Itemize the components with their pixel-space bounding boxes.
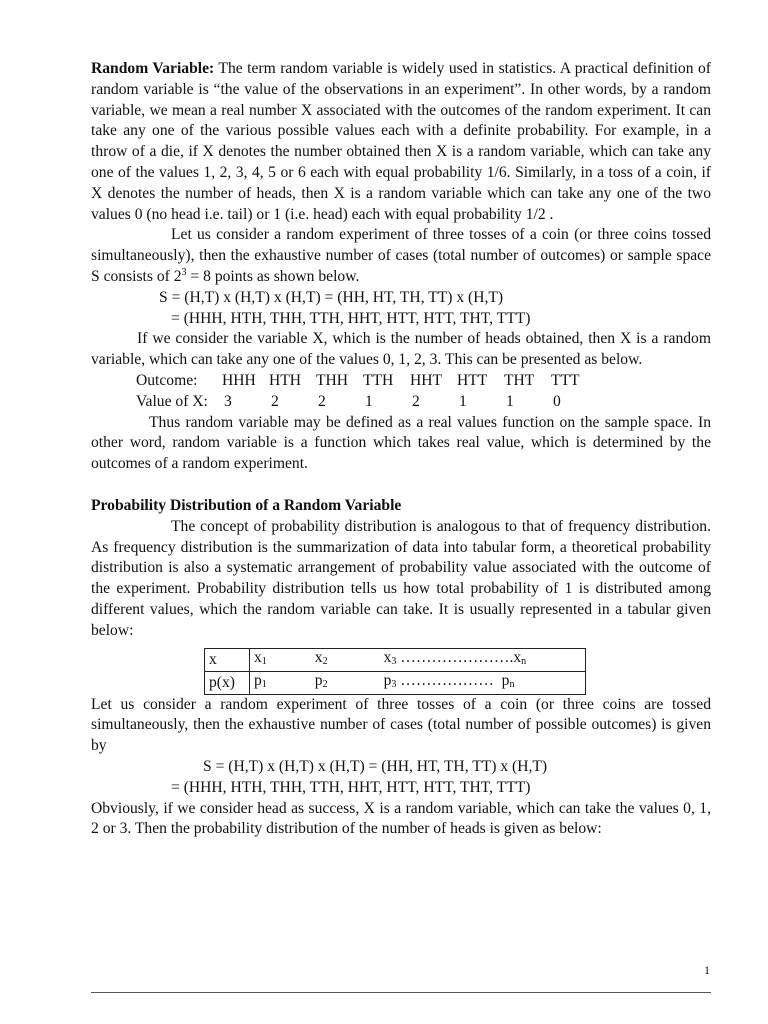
table-row bbox=[205, 671, 586, 694]
sample-space-equation-4: = (HHH, HTH, THH, TTH, HHT, HTT, HTT, THT, TTT) bbox=[171, 778, 531, 796]
footer-divider bbox=[91, 992, 711, 993]
x-label-cell: x bbox=[205, 648, 250, 671]
x-ellipsis: ………………….x bbox=[396, 648, 522, 666]
p-values-cell bbox=[250, 671, 586, 694]
sample-space-paragraph bbox=[91, 225, 711, 287]
subscript: 3 bbox=[391, 678, 397, 690]
sample-space-equation-3: S = (H,T) x (H,T) x (H,T) = (HH, HT, TH, TT) x (H,T) bbox=[203, 757, 548, 775]
outcome-value: THT bbox=[504, 371, 535, 389]
subscript: 3 bbox=[391, 655, 397, 667]
x-value: 3 bbox=[224, 392, 232, 410]
exponent: 3 bbox=[181, 266, 187, 278]
probability-distribution-heading: Probability Distribution of a Random Variable bbox=[91, 496, 402, 514]
x-symbol: x bbox=[314, 648, 323, 666]
p-symbol: p bbox=[314, 671, 323, 689]
three-tosses-paragraph: Let us consider a random experiment of three tosses of a coin (or three coins are tossed simultaneously, then the exhaustive number of cases (total number of possible outcomes) is given by bbox=[91, 695, 711, 755]
p-symbol: p bbox=[254, 671, 262, 689]
outcome-value: HHT bbox=[410, 371, 443, 389]
px-label-cell: p(x) bbox=[205, 671, 250, 694]
sample-space-equation-2: = (HHH, HTH, THH, TTH, HHT, HTT, HTT, THT, TTT) bbox=[171, 309, 531, 327]
outcome-value: HTH bbox=[269, 371, 302, 389]
outcome-value: TTH bbox=[363, 371, 394, 389]
value-of-x-row bbox=[91, 392, 711, 413]
x-value: 2 bbox=[271, 392, 279, 410]
x-symbol: x bbox=[254, 648, 262, 666]
sample-space-text: Let us consider a random experiment of three tosses of a coin (or three coins tossed simultaneously), then the exhaustive number of cases (total number of outcomes) or sample space S consists of 2 bbox=[91, 226, 711, 285]
random-variable-heading: Random Variable: bbox=[91, 60, 215, 77]
outcome-value: HTT bbox=[457, 371, 488, 389]
x-value: 1 bbox=[506, 392, 514, 410]
variable-x-paragraph: If we consider the variable X, which is the number of heads obtained, then X is a random variable, which can take any one of the values 0, 1, 2, 3. This can be presented as below. bbox=[91, 330, 711, 369]
x-values-cell bbox=[250, 648, 586, 671]
outcome-row bbox=[91, 371, 711, 392]
x-value: 1 bbox=[459, 392, 467, 410]
x-value: 1 bbox=[365, 392, 373, 410]
sample-space-equation-1: S = (H,T) x (H,T) x (H,T) = (HH, HT, TH, TT) x (H,T) bbox=[159, 288, 504, 306]
page-number: 1 bbox=[704, 963, 710, 977]
subscript: 1 bbox=[261, 678, 267, 690]
sample-space-text-end: = 8 points as shown below. bbox=[186, 267, 360, 285]
outcome-value: TTT bbox=[551, 371, 580, 389]
x-value: 2 bbox=[412, 392, 420, 410]
random-variable-paragraph bbox=[91, 59, 711, 225]
subscript: n bbox=[521, 655, 527, 667]
definition-paragraph: Thus random variable may be defined as a real values function on the sample space. In other word, random variable is a function which takes real value, which is determined by the outcomes of a random experiment. bbox=[91, 413, 711, 473]
distribution-table bbox=[204, 648, 586, 695]
p-ellipsis: ……………… p bbox=[396, 671, 510, 689]
page-content bbox=[91, 59, 711, 840]
random-variable-intro: The term random variable is widely used in statistics. A practical definition of random variable is “the value of the observations in an experiment”. In other words, by a random variable, we mean a real number X associated with the outcomes of the random experiment. It can take any one of the various possible values each with a definite probability. For example, in a throw of a die, if X denotes the number obtained then X is a random variable, which can take any one of the values 1, 2, 3, 4, 5 or 6 each with equal probability 1/6. Similarly, in a toss of a coin, if X denotes the number of heads, then X is a random variable which can take any one of the two values 0 (no head i.e. tail) or 1 (i.e. head) each with equal probability 1/2 . bbox=[91, 60, 711, 223]
value-of-x-label: Value of X: bbox=[136, 392, 208, 410]
outcome-label: Outcome: bbox=[136, 371, 198, 389]
section-gap bbox=[91, 475, 711, 496]
x-symbol: x bbox=[383, 648, 392, 666]
heads-distribution-paragraph: Obviously, if we consider head as success, X is a random variable, which can take the values 0, 1, 2 or 3. Then the probability distribution of the number of heads is given as below: bbox=[91, 799, 711, 838]
subscript: 1 bbox=[261, 655, 267, 667]
outcome-value: THH bbox=[316, 371, 349, 389]
table-row bbox=[205, 648, 586, 671]
p-symbol: p bbox=[383, 671, 392, 689]
subscript: 2 bbox=[322, 655, 328, 667]
outcome-value: HHH bbox=[222, 371, 256, 389]
x-value: 2 bbox=[318, 392, 326, 410]
subscript: 2 bbox=[322, 678, 328, 690]
probability-distribution-paragraph: The concept of probability distribution is analogous to that of frequency distribution. As frequency distribution is the summarization of data into tabular form, a theoretical probability distribution is also a systematic arrangement of probability value associated with the outcome of the experiment. Probability distribution tells us how total probability of 1 is distributed among different values, which the random variable can take. It is usually represented in a tabular given below: bbox=[91, 517, 711, 639]
subscript: n bbox=[509, 678, 515, 690]
x-value: 0 bbox=[553, 392, 561, 410]
